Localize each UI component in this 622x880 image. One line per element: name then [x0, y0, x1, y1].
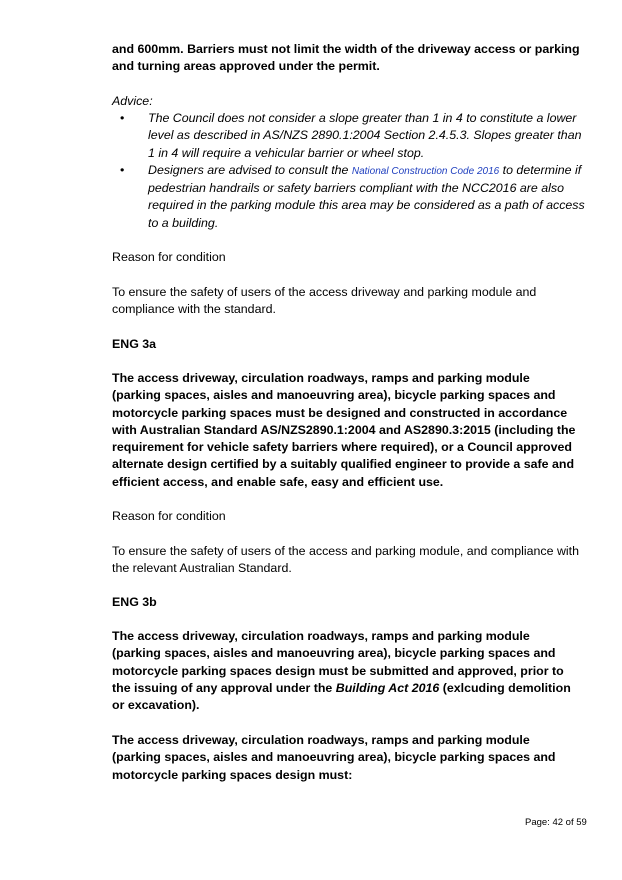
- section-heading-eng3b: ENG 3b: [112, 595, 157, 609]
- eng3b-text-before: The access driveway, circulation roadways, ramps and parking module (parking spaces, aisles and manoeuvring area), bicycle parking spaces and motorcycle parking spaces design must be submitted and approved, prior to the issuing of any approval under the: [112, 629, 564, 695]
- bullet-icon: •: [120, 111, 125, 125]
- eng3b-paragraph-1: [112, 628, 582, 714]
- page-number: Page: 42 of 59: [525, 817, 587, 828]
- section-heading-eng3a: ENG 3a: [112, 337, 157, 351]
- eng3a-paragraph: The access driveway, circulation roadways, ramps and parking module (parking spaces, aisles and manoeuvring area), bicycle parking spaces and motorcycle parking spaces must be designed and constructed in accordance with Australian Standard AS/NZS2890.1:2004 and AS2890.3:2015 (including the requirement for vehicle safety barriers where required), or a Council approved alternate design certified by a suitably qualified engineer to provide a safe and efficient access, and enable safe, easy and efficient use.: [112, 371, 576, 489]
- reason-heading: Reason for condition: [112, 250, 226, 264]
- ncc-link[interactable]: National Construction Code 2016: [351, 165, 500, 177]
- reason-text: To ensure the safety of users of the access and parking module, and compliance with the relevant Australian Standard.: [112, 544, 579, 576]
- advice-item: [112, 110, 588, 162]
- reason-heading: Reason for condition: [112, 509, 226, 523]
- building-act-title: Building Act 2016: [335, 680, 440, 695]
- eng3b-text-after: (exlcuding demolition or excavation).: [112, 680, 571, 713]
- bullet-icon: •: [120, 162, 125, 177]
- advice-item-text-after: to determine if pedestrian handrails or safety barriers compliant with the NCC2016 are also required in the parking module this area may be considered as a path of access to a building.: [148, 162, 585, 230]
- eng3b-paragraph-2: The access driveway, circulation roadways, ramps and parking module (parking spaces, aisles and manoeuvring area), bicycle parking spaces and motorcycle parking spaces design must:: [112, 733, 556, 782]
- advice-item-text-before: Designers are advised to consult the: [148, 162, 352, 177]
- advice-heading: Advice:: [112, 94, 153, 108]
- advice-item: [112, 162, 588, 232]
- advice-list: [112, 110, 588, 232]
- intro-paragraph: and 600mm. Barriers must not limit the width of the driveway access or parking and turning areas approved under the permit.: [112, 42, 580, 74]
- reason-text: To ensure the safety of users of the access driveway and parking module and compliance with the standard.: [112, 285, 537, 317]
- advice-item-text: The Council does not consider a slope greater than 1 in 4 to constitute a lower level as described in AS/NZS 2890.1:2004 Section 2.4.5.3. Slopes greater than 1 in 4 will require a vehicular barrier or wheel stop.: [148, 111, 582, 160]
